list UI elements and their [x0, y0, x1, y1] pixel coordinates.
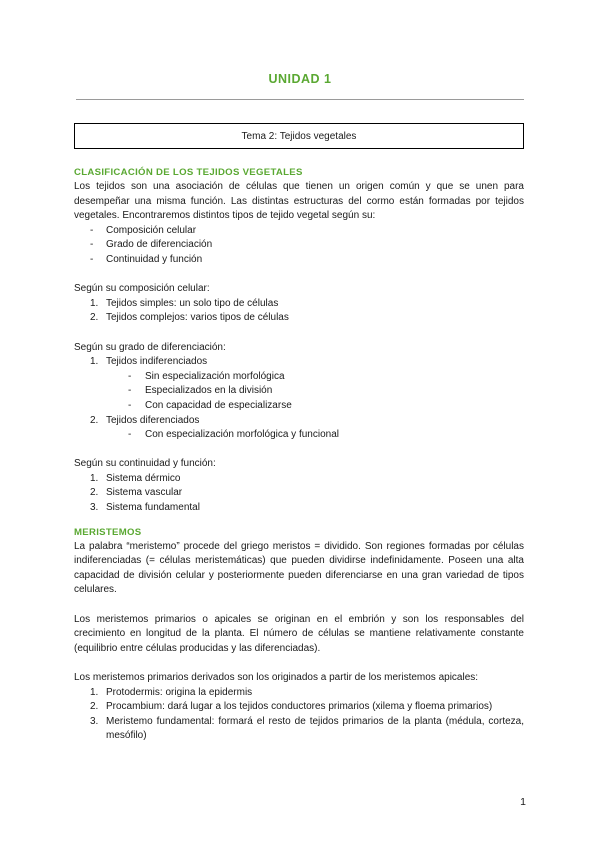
list-item: 2. Sistema vascular	[90, 487, 183, 499]
composition-label: Según su composición celular:	[74, 283, 210, 295]
continuity-label: Según su continuidad y función:	[74, 458, 216, 470]
meristem-paragraph-2: Los meristemos primarios o apicales se originan en el embrión y son los responsables del crecimiento en longitud de la planta. El número de células se mantiene relativamente constante (equilibrio entre células producidas y las diferenciadas).	[74, 613, 524, 654]
list-item: 1. Tejidos indiferenciados	[90, 356, 208, 368]
list-item: 3. Sistema fundamental	[90, 502, 200, 514]
intro-paragraph: Los tejidos son una asociación de células que tienen un origen común y que se unen para desempeñar una misma función. Las distintas estructuras del cormo están formadas por tejidos vegetales. Encontraremos distintos tipos de tejido vegetal según su:	[74, 181, 524, 222]
sub-list-item: - Con capacidad de especializarse	[128, 399, 292, 411]
meristem-paragraph-3: Los meristemos primarios derivados son los originados a partir de los meristemos apicales:	[74, 672, 479, 683]
document-body	[74, 166, 524, 744]
page-number: 1	[520, 796, 526, 808]
list-item: 1. Tejidos simples: un solo tipo de células	[90, 297, 279, 309]
differentiation-list	[74, 355, 524, 443]
sub-list-item: - Sin especialización morfológica	[128, 370, 285, 382]
continuity-list	[74, 472, 524, 516]
list-item: - Grado de diferenciación	[90, 239, 213, 251]
sub-list-item: - Especializados en la división	[128, 385, 273, 397]
title-divider	[76, 99, 524, 100]
differentiation-label: Según su grado de diferenciación:	[74, 341, 226, 353]
list-item: 3. Meristemo fundamental: formará el resto de tejidos primarios de la planta (médula, corteza, mesófilo)	[90, 715, 524, 742]
derived-meristems-list	[74, 686, 524, 744]
list-item: 1. Sistema dérmico	[90, 472, 181, 484]
list-item: 2. Procambium: dará lugar a los tejidos conductores primarios (xilema y floema primarios)	[90, 701, 493, 713]
section-heading-classification: CLASIFICACIÓN DE LOS TEJIDOS VEGETALES	[74, 167, 303, 178]
topic-title: Tema 2: Tejidos vegetales	[241, 130, 357, 142]
sub-list-item: - Con especialización morfológica y funcional	[128, 429, 339, 441]
list-item: - Composición celular	[90, 224, 197, 236]
meristem-paragraph-1: La palabra “meristemo” procede del griego meristos = dividido. Son regiones formadas por células indiferenciadas (= células meristemáticas) que pueden dividirse indefinidamente. Poseen una alta capacidad de división celular y posteriormente pueden diferenciarse en una gran variedad de tipos celulares.	[74, 540, 524, 596]
list-item: - Continuidad y función	[90, 253, 203, 265]
topic-box	[74, 123, 524, 149]
list-item: 2. Tejidos complejos: varios tipos de células	[90, 312, 289, 324]
section-heading-meristems: MERISTEMOS	[74, 526, 142, 538]
list-item: 1. Protodermis: origina la epidermis	[90, 686, 253, 698]
criteria-list	[74, 224, 524, 268]
unit-title: UNIDAD 1	[268, 72, 332, 86]
list-item: 2. Tejidos diferenciados	[90, 414, 200, 426]
composition-list	[74, 297, 524, 326]
